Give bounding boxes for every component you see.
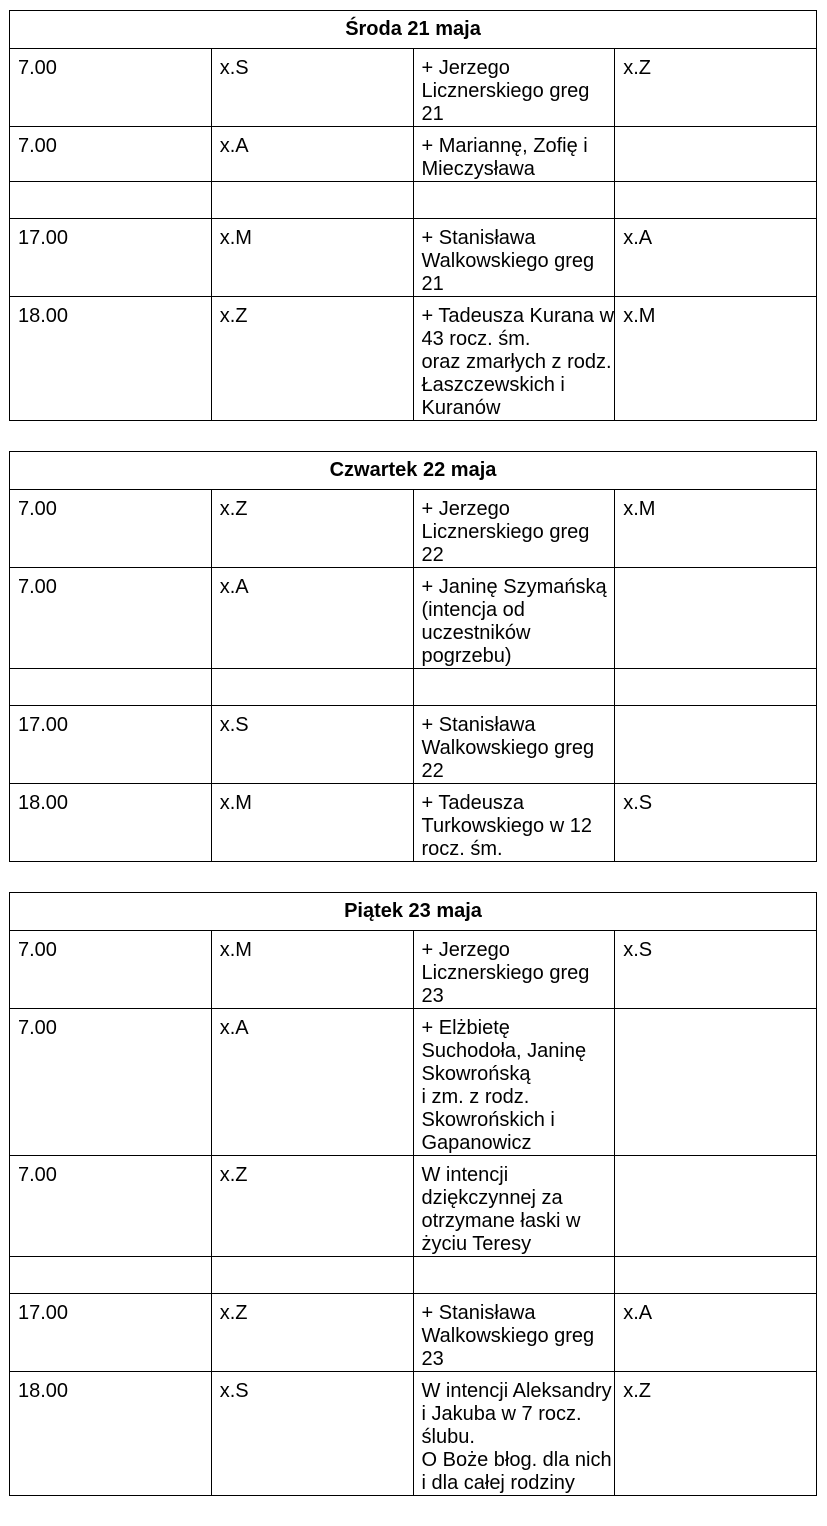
mass-celebrant: x.S bbox=[615, 931, 817, 1009]
mass-row bbox=[10, 49, 817, 127]
mass-intention bbox=[413, 127, 615, 182]
mass-celebrant bbox=[615, 568, 817, 669]
mass-celebrant bbox=[615, 1156, 817, 1257]
mass-priest: x.A bbox=[211, 568, 413, 669]
mass-celebrant: x.A bbox=[615, 1294, 817, 1372]
mass-celebrant bbox=[615, 1257, 817, 1294]
mass-time bbox=[10, 669, 212, 706]
mass-row bbox=[10, 931, 817, 1009]
mass-row bbox=[10, 669, 817, 706]
day-title: Środa 21 maja bbox=[10, 11, 817, 49]
mass-celebrant: x.A bbox=[615, 219, 817, 297]
day-table bbox=[9, 451, 817, 862]
mass-time bbox=[10, 1257, 212, 1294]
intention-line: + Tadeusza Kurana w 43 rocz. śm. bbox=[421, 305, 615, 350]
mass-row bbox=[10, 1009, 817, 1156]
mass-time: 7.00 bbox=[10, 1009, 212, 1156]
mass-celebrant bbox=[615, 127, 817, 182]
intention-line: O Boże błog. dla nich i dla całej rodziny bbox=[421, 1449, 612, 1494]
mass-intention bbox=[413, 182, 615, 219]
mass-celebrant bbox=[615, 182, 817, 219]
mass-priest bbox=[211, 182, 413, 219]
mass-priest: x.M bbox=[211, 931, 413, 1009]
mass-priest: x.M bbox=[211, 784, 413, 862]
mass-priest: x.S bbox=[211, 49, 413, 127]
mass-time: 7.00 bbox=[10, 490, 212, 568]
mass-intention bbox=[413, 784, 615, 862]
mass-priest bbox=[211, 669, 413, 706]
mass-time: 7.00 bbox=[10, 1156, 212, 1257]
mass-celebrant: x.Z bbox=[615, 1372, 817, 1496]
mass-intention bbox=[413, 219, 615, 297]
mass-time: 18.00 bbox=[10, 297, 212, 421]
mass-row bbox=[10, 784, 817, 862]
mass-priest: x.Z bbox=[211, 490, 413, 568]
mass-schedule bbox=[9, 10, 817, 1526]
mass-row bbox=[10, 1372, 817, 1496]
mass-row bbox=[10, 1294, 817, 1372]
intention-line: + Jerzego Licznerskiego greg 23 bbox=[421, 939, 590, 1007]
mass-priest: x.A bbox=[211, 127, 413, 182]
mass-celebrant: x.M bbox=[615, 490, 817, 568]
mass-row bbox=[10, 182, 817, 219]
mass-row bbox=[10, 297, 817, 421]
mass-time: 17.00 bbox=[10, 1294, 212, 1372]
mass-celebrant: x.S bbox=[615, 784, 817, 862]
mass-intention bbox=[413, 49, 615, 127]
mass-priest: x.A bbox=[211, 1009, 413, 1156]
mass-intention bbox=[413, 706, 615, 784]
mass-priest: x.Z bbox=[211, 297, 413, 421]
mass-intention bbox=[413, 1257, 615, 1294]
intention-line: + Mariannę, Zofię i Mieczysława bbox=[421, 135, 588, 180]
mass-row bbox=[10, 127, 817, 182]
mass-celebrant bbox=[615, 1009, 817, 1156]
mass-time: 7.00 bbox=[10, 49, 212, 127]
intention-line: + Elżbietę Suchodoła, Janinę Skowrońską bbox=[421, 1017, 587, 1085]
intention-line: + Janinę Szymańską (intencja od uczestników pogrzebu) bbox=[421, 576, 607, 667]
mass-priest: x.Z bbox=[211, 1294, 413, 1372]
mass-row bbox=[10, 219, 817, 297]
intention-line: + Stanisława Walkowskiego greg 22 bbox=[421, 714, 595, 782]
mass-intention bbox=[413, 1156, 615, 1257]
mass-row bbox=[10, 1257, 817, 1294]
mass-time: 17.00 bbox=[10, 706, 212, 784]
mass-priest: x.S bbox=[211, 1372, 413, 1496]
mass-time: 7.00 bbox=[10, 568, 212, 669]
day-title: Czwartek 22 maja bbox=[10, 452, 817, 490]
mass-intention bbox=[413, 297, 615, 421]
mass-time: 17.00 bbox=[10, 219, 212, 297]
day-table bbox=[9, 10, 817, 421]
mass-priest bbox=[211, 1257, 413, 1294]
intention-line: W intencji Aleksandry i Jakuba w 7 rocz. ślubu. bbox=[421, 1380, 612, 1448]
intention-line: oraz zmarłych z rodz. Łaszczewskich i Kuranów bbox=[421, 351, 612, 419]
day-title: Piątek 23 maja bbox=[10, 893, 817, 931]
mass-intention bbox=[413, 1009, 615, 1156]
mass-celebrant bbox=[615, 669, 817, 706]
mass-celebrant: x.Z bbox=[615, 49, 817, 127]
mass-time: 18.00 bbox=[10, 784, 212, 862]
intention-line: i zm. z rodz. Skowrońskich i Gapanowicz bbox=[421, 1086, 555, 1154]
mass-time: 18.00 bbox=[10, 1372, 212, 1496]
mass-time bbox=[10, 182, 212, 219]
mass-intention bbox=[413, 490, 615, 568]
mass-row bbox=[10, 706, 817, 784]
mass-row bbox=[10, 1156, 817, 1257]
intention-line: + Stanisława Walkowskiego greg 23 bbox=[421, 1302, 595, 1370]
intention-line: + Tadeusza Turkowskiego w 12 rocz. śm. bbox=[421, 792, 592, 860]
mass-celebrant: x.M bbox=[615, 297, 817, 421]
mass-intention bbox=[413, 568, 615, 669]
mass-intention bbox=[413, 669, 615, 706]
mass-time: 7.00 bbox=[10, 931, 212, 1009]
day-table bbox=[9, 892, 817, 1496]
mass-row bbox=[10, 490, 817, 568]
intention-line: + Jerzego Licznerskiego greg 22 bbox=[421, 498, 590, 566]
mass-intention bbox=[413, 931, 615, 1009]
mass-row bbox=[10, 568, 817, 669]
intention-line: + Jerzego Licznerskiego greg 21 bbox=[421, 57, 590, 125]
intention-line: + Stanisława Walkowskiego greg 21 bbox=[421, 227, 595, 295]
mass-priest: x.M bbox=[211, 219, 413, 297]
mass-celebrant bbox=[615, 706, 817, 784]
mass-intention bbox=[413, 1372, 615, 1496]
mass-intention bbox=[413, 1294, 615, 1372]
mass-time: 7.00 bbox=[10, 127, 212, 182]
intention-line: W intencji dziękczynnej za otrzymane łaski w życiu Teresy bbox=[421, 1164, 581, 1255]
mass-priest: x.S bbox=[211, 706, 413, 784]
mass-priest: x.Z bbox=[211, 1156, 413, 1257]
